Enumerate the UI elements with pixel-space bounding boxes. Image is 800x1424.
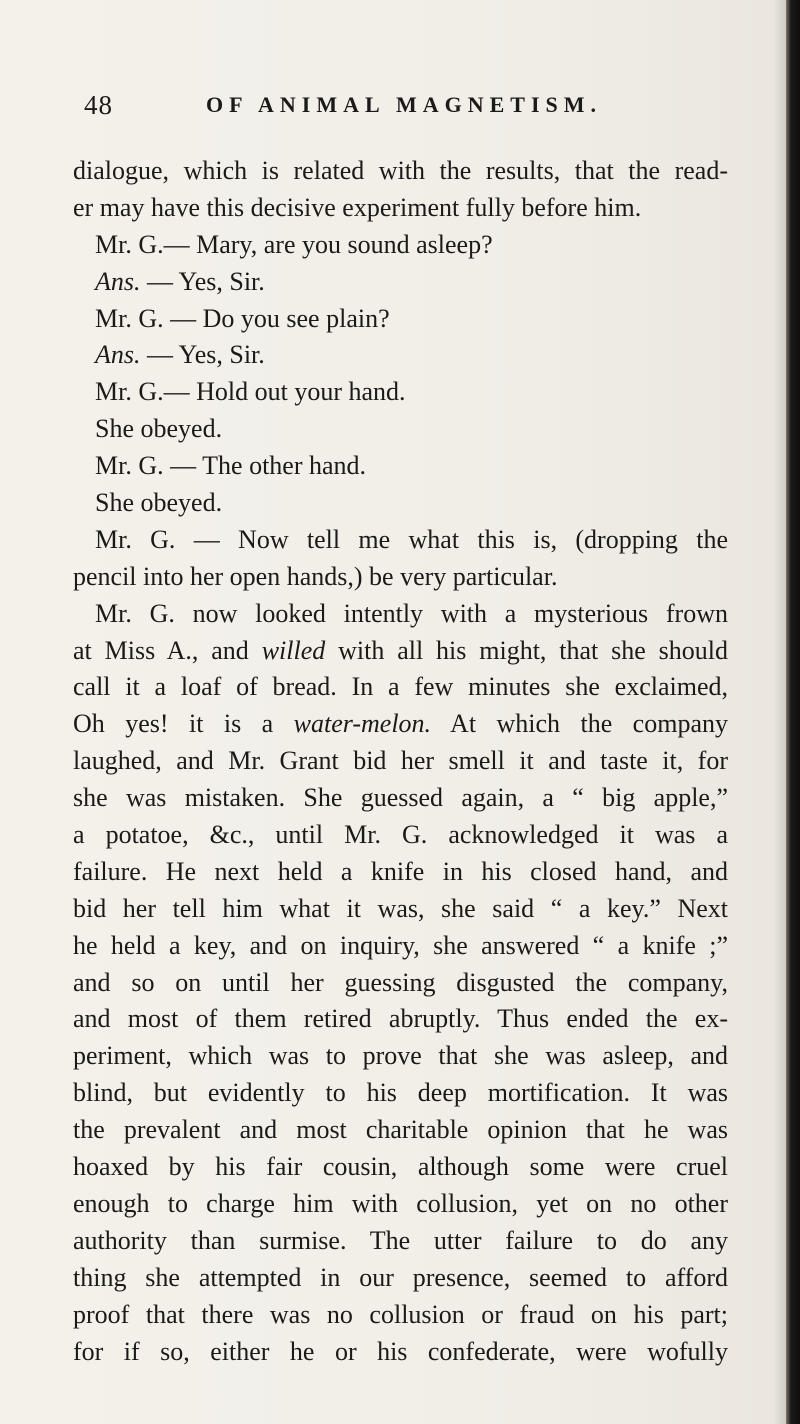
speaker-abbrev: Ans. <box>95 266 141 296</box>
text-line: pencil into her open hands,) be very particular. <box>73 561 558 591</box>
text-line: bid her tell him what it was, she said “ a key.” Next <box>73 893 728 923</box>
text-line: call it a loaf of bread. In a few minutes she exclaimed, <box>73 672 728 702</box>
text-line: proof that there was no collusion or fraud on his part; <box>73 1299 728 1329</box>
text-line: he held a key, and on inquiry, she answered “ a knife ;” <box>73 930 728 960</box>
text-line: er may have this decisive experiment fully before him. <box>73 192 642 222</box>
text-line: she was mistaken. She guessed again, a “ big apple,” <box>73 783 728 813</box>
text-line: the prevalent and most charitable opinion that he was <box>73 1115 728 1145</box>
gutter-shadow <box>774 0 786 1424</box>
dialogue-line: Mr. G. — Now tell me what this is, (dropping the <box>95 524 728 554</box>
text-line: at Miss A., and willed with all his might, that she should <box>73 635 728 665</box>
dialogue-line: Mr. G.— Hold out your hand. <box>95 377 406 407</box>
dialogue-line: Ans. — Yes, Sir. <box>95 340 265 370</box>
dialogue-line: She obeyed. <box>95 488 223 518</box>
text-line: Mr. G. now looked intently with a mysterious frown <box>95 598 728 628</box>
text-line: thing she attempted in our presence, seemed to afford <box>73 1262 728 1292</box>
text-line: blind, but evidently to his deep mortification. It was <box>73 1078 728 1108</box>
text-line: Oh yes! it is a water-melon. At which the company <box>73 709 728 739</box>
italic-word: willed <box>261 635 326 665</box>
dialogue-line: Ans. — Yes, Sir. <box>95 266 265 296</box>
book-spine <box>786 0 800 1424</box>
body-text <box>73 153 728 1370</box>
text-line: failure. He next held a knife in his closed hand, and <box>73 856 728 886</box>
text-line: and most of them retired abruptly. Thus ended the ex- <box>73 1004 728 1034</box>
text-line: dialogue, which is related with the results, that the read- <box>73 156 728 185</box>
dialogue-line: Mr. G. — Do you see plain? <box>95 303 390 333</box>
italic-word: water-melon. <box>293 709 432 739</box>
text-line: for if so, either he or his confederate, were wofully <box>73 1336 728 1366</box>
text-line: and so on until her guessing disgusted the company, <box>73 967 728 997</box>
running-head: OF ANIMAL MAGNETISM. <box>206 92 603 117</box>
dialogue-line: She obeyed. <box>95 414 223 444</box>
dialogue-line: Mr. G. — The other hand. <box>95 451 367 481</box>
text-line: authority than surmise. The utter failure to do any <box>73 1225 728 1255</box>
text-line: laughed, and Mr. Grant bid her smell it and taste it, for <box>73 746 728 776</box>
speaker-abbrev: Ans. <box>95 340 141 370</box>
text-line: periment, which was to prove that she was asleep, and <box>73 1041 728 1071</box>
text-line: a potatoe, &c., until Mr. G. acknowledged it was a <box>73 820 728 850</box>
page-header <box>84 90 724 124</box>
dialogue-line: Mr. G.— Mary, are you sound asleep? <box>95 229 493 259</box>
page-number: 48 <box>84 90 113 120</box>
text-line: hoaxed by his fair cousin, although some were cruel <box>73 1152 728 1182</box>
text-line: enough to charge him with collusion, yet on no other <box>73 1188 728 1218</box>
